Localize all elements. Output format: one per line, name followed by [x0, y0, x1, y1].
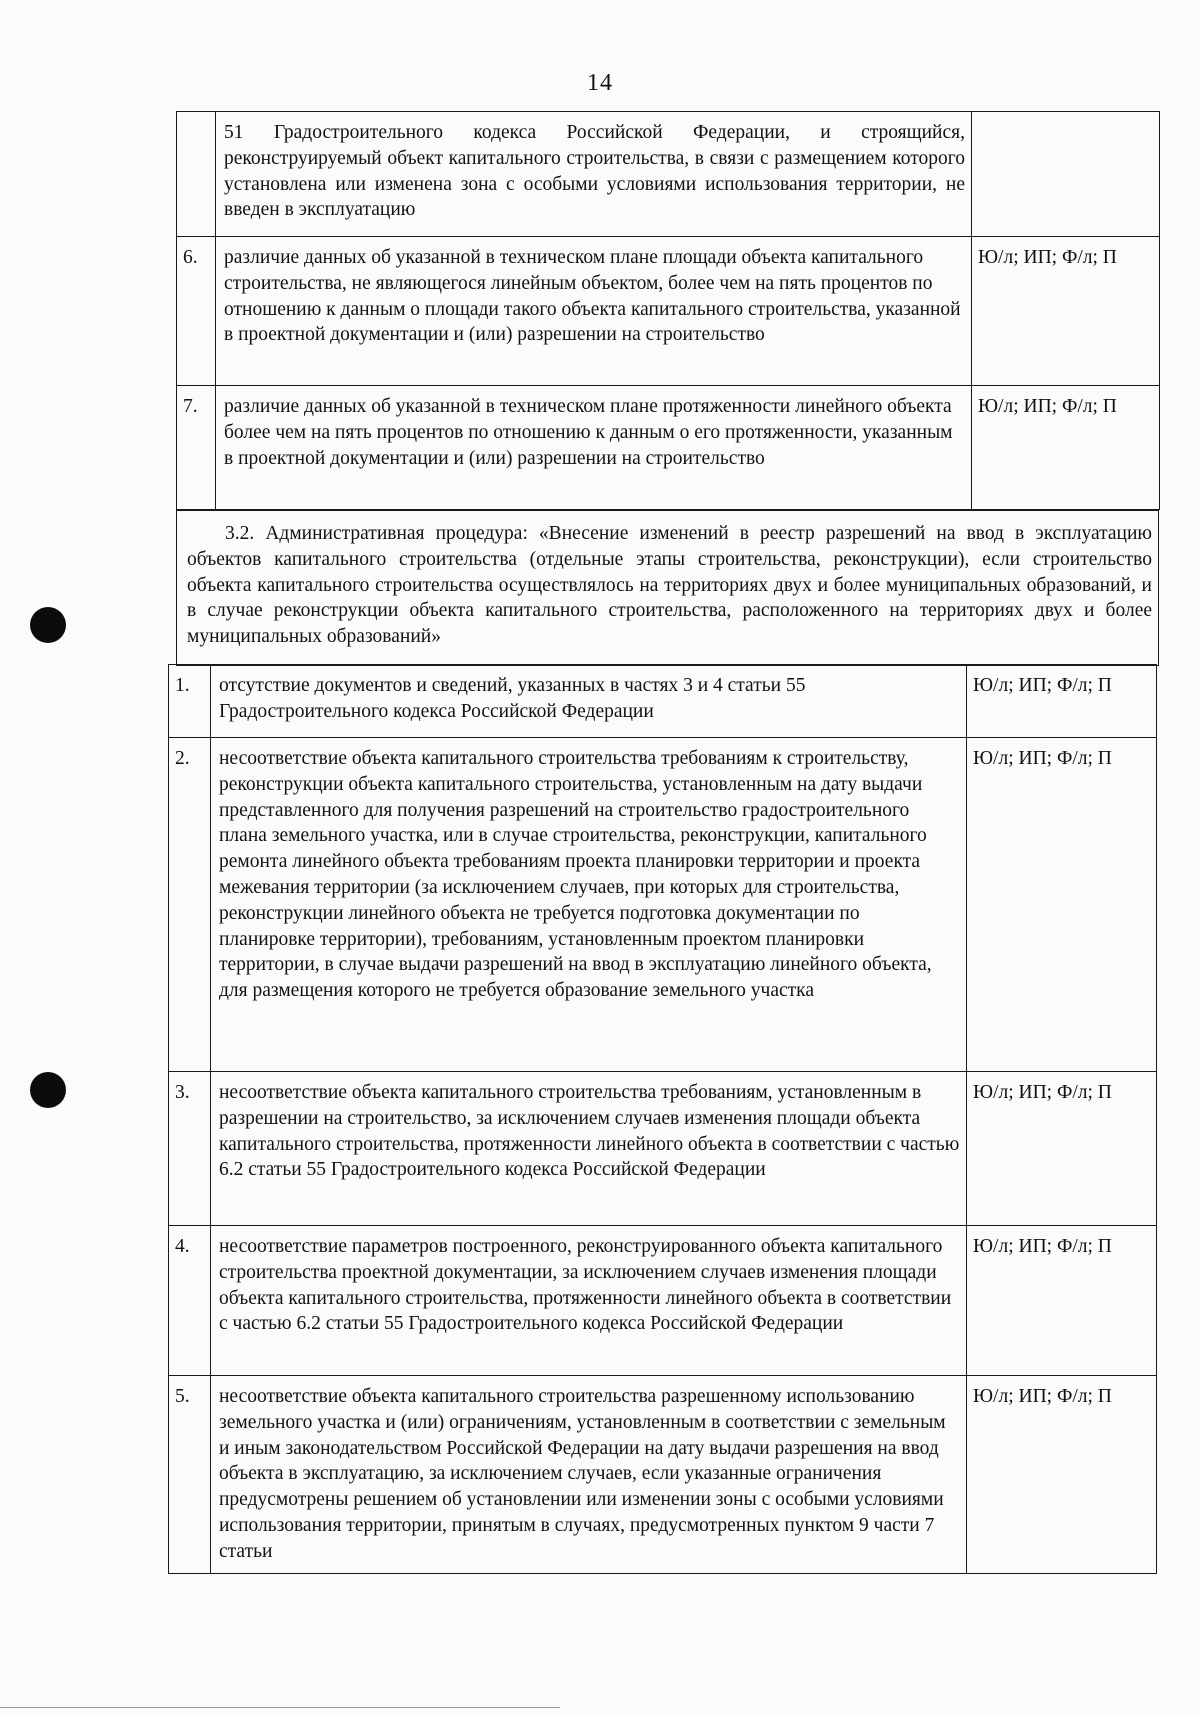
row-number: 1. [169, 665, 211, 738]
row-category: Ю/л; ИП; Ф/л; П [967, 738, 1157, 1072]
row-category: Ю/л; ИП; Ф/л; П [972, 237, 1160, 386]
row-number [177, 112, 216, 237]
row-category [972, 112, 1160, 237]
row-category: Ю/л; ИП; Ф/л; П [967, 1072, 1157, 1226]
table-row [169, 665, 1157, 738]
section-heading-box [176, 510, 1159, 666]
row-text: несоответствие параметров построенного, реконструированного объекта капитального строительства проектной документации, за исключением случаев изменения площади объекта капитального строительства, протяженности линейного объекта в соответствии с частью 6.2 статьи 55 Градостроительного кодекса Российской Федерации [211, 1226, 967, 1376]
row-text: различие данных об указанной в техническом плане площади объекта капитального строительства, не являющегося линейным объектом, более чем на пять процентов по отношению к данным о площади такого объекта капитального строительства, указанной в проектной документации и (или) разрешении на строительство [216, 237, 972, 386]
grounds-table-3-2 [168, 664, 1157, 1574]
grounds-table-continuation [176, 111, 1160, 510]
binder-hole [30, 607, 66, 643]
row-category: Ю/л; ИП; Ф/л; П [967, 1226, 1157, 1376]
row-number: 7. [177, 386, 216, 510]
row-category: Ю/л; ИП; Ф/л; П [972, 386, 1160, 510]
table-row [169, 1376, 1157, 1574]
scan-edge-line [0, 1707, 560, 1708]
row-text: несоответствие объекта капитального строительства требованиям к строительству, реконструкции объекта капитального строительства, установленным на дату выдачи представленного для получения разрешений на строительство градостроительного плана земельного участка, или в случае строительства, реконструкции, капитального ремонта линейного объекта требованиям проекта планировки территории и проекта межевания территории (за исключением случаев, при которых для строительства, реконструкции линейного объекта не требуется подготовка документации по планировке территории), требованиям, установленным проектом планировки территории, в случае выдачи разрешений на ввод в эксплуатацию линейного объекта, для размещения которого не требуется образование земельного участка [211, 738, 967, 1072]
row-category: Ю/л; ИП; Ф/л; П [967, 665, 1157, 738]
row-category: Ю/л; ИП; Ф/л; П [967, 1376, 1157, 1574]
table-row [177, 386, 1160, 510]
row-text: несоответствие объекта капитального строительства требованиям, установленным в разрешении на строительство, за исключением случаев изменения площади объекта капитального строительства, протяженности линейного объекта в соответствии с частью 6.2 статьи 55 Градостроительного кодекса Российской Федерации [211, 1072, 967, 1226]
row-text: несоответствие объекта капитального строительства разрешенному использованию земельного участка и (или) ограничениям, установленным в соответствии с земельным и иным законодательством Российской Федерации на дату выдачи разрешения на ввод объекта в эксплуатацию, за исключением случаев, если указанные ограничения предусмотрены решением об установлении или изменении зоны с особыми условиями использования территории, принятым в случаях, предусмотренных пунктом 9 части 7 статьи [211, 1376, 967, 1574]
section-heading: 3.2. Административная процедура: «Внесение изменений в реестр разрешений на ввод в эксплуатацию объектов капитального строительства (отдельные этапы строительства, реконструкции), если строительство объекта капитального строительства осуществлялось на территориях двух и более муниципальных образований, и в случае реконструкции объекта капитального строительства, расположенного на территориях двух и более муниципальных образований» [177, 511, 1159, 666]
row-number: 3. [169, 1072, 211, 1226]
table-row [177, 237, 1160, 386]
table-row [169, 1072, 1157, 1226]
table-row [169, 738, 1157, 1072]
table-row [177, 112, 1160, 237]
row-text: отсутствие документов и сведений, указанных в частях 3 и 4 статьи 55 Градостроительного кодекса Российской Федерации [211, 665, 967, 738]
row-number: 5. [169, 1376, 211, 1574]
row-number: 4. [169, 1226, 211, 1376]
row-text: 51 Градостроительного кодекса Российской Федерации, и строящийся, реконструируемый объект капитального строительства, в связи с размещением которого установлена или изменена зона с особыми условиями использования территории, не введен в эксплуатацию [216, 112, 972, 237]
binder-hole [30, 1072, 66, 1108]
row-text: различие данных об указанной в техническом плане протяженности линейного объекта более чем на пять процентов по отношению к данным о его протяженности, указанным в проектной документации и (или) разрешении на строительство [216, 386, 972, 510]
row-number: 2. [169, 738, 211, 1072]
page-number: 14 [587, 70, 613, 96]
row-number: 6. [177, 237, 216, 386]
table-row [169, 1226, 1157, 1376]
